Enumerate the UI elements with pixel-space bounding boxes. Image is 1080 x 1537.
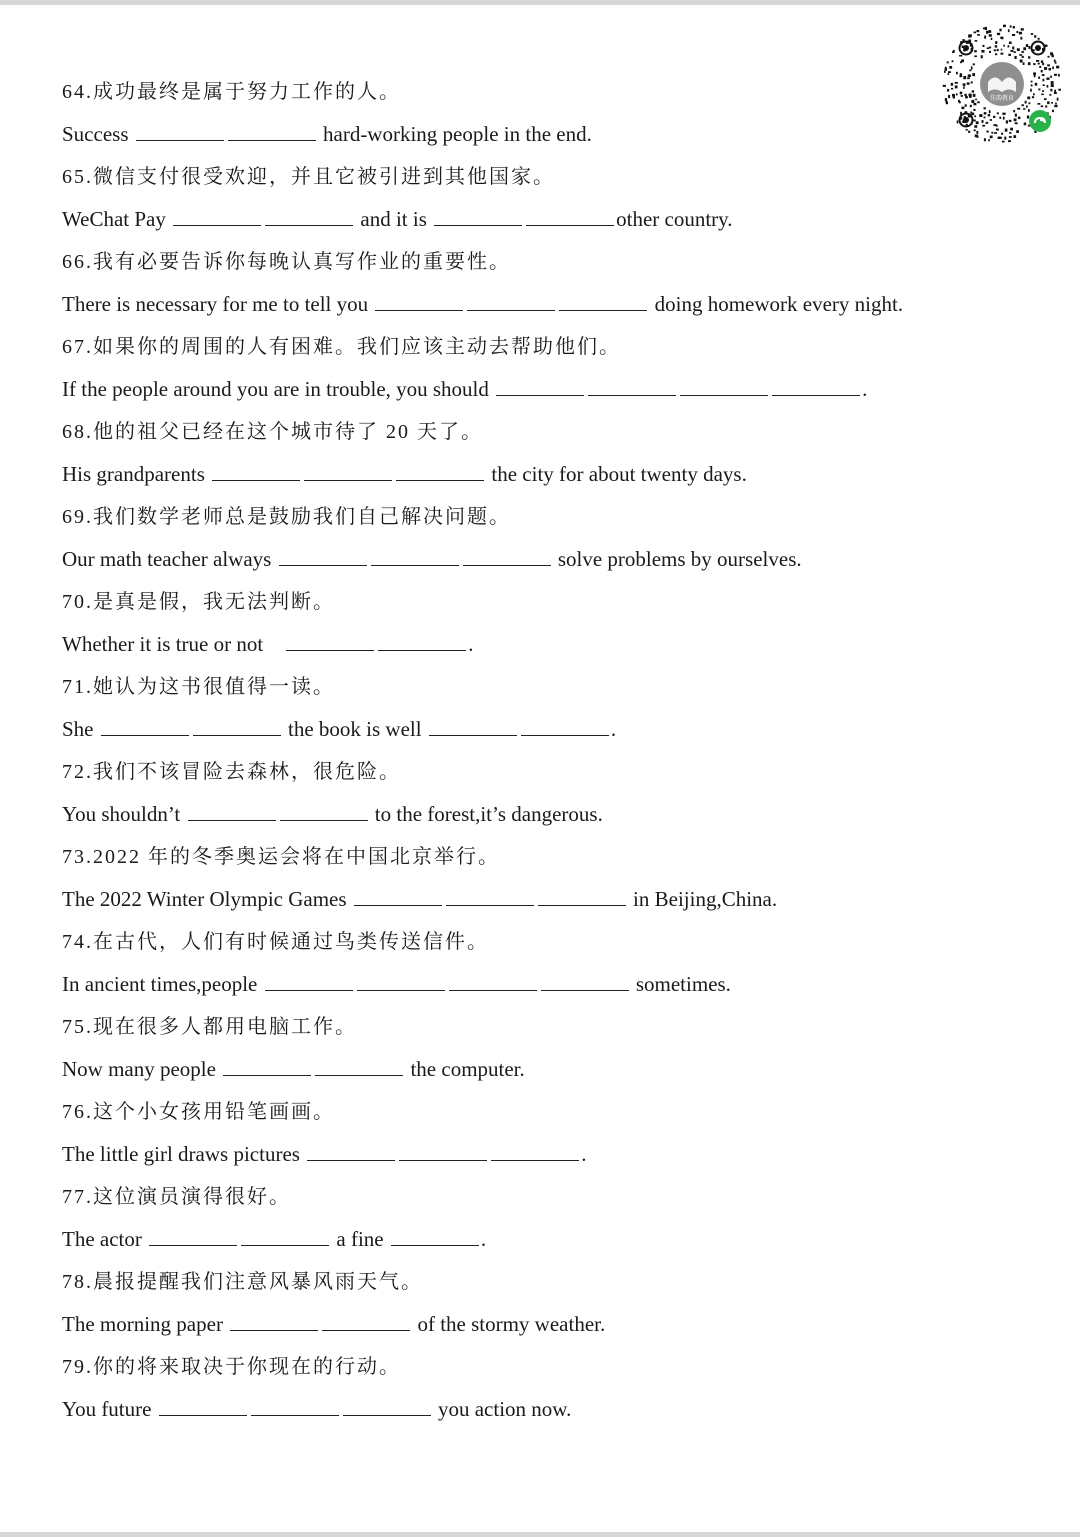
answer-blank[interactable] bbox=[375, 290, 463, 311]
answer-blank[interactable] bbox=[449, 970, 537, 991]
exercise-item bbox=[62, 925, 962, 1010]
sentence-text: If the people around you are in trouble, you should bbox=[62, 377, 495, 401]
sentence-text: You shouldn’t bbox=[62, 802, 186, 826]
english-sentence bbox=[62, 1307, 962, 1350]
sentence-text: Whether it is true or not bbox=[62, 632, 285, 656]
chinese-prompt: 78.晨报提醒我们注意风暴风雨天气。 bbox=[62, 1271, 423, 1293]
exercise-item bbox=[62, 500, 962, 585]
sentence-text: . bbox=[862, 377, 868, 401]
sentence-text: the city for about twenty days. bbox=[486, 462, 747, 486]
sentence-text: . bbox=[610, 717, 617, 741]
chinese-prompt: 66.我有必要告诉你每晚认真写作业的重要性。 bbox=[62, 251, 511, 273]
sentence-text: in Beijing,China. bbox=[627, 887, 778, 911]
english-sentence bbox=[62, 627, 962, 670]
answer-blank[interactable] bbox=[429, 715, 517, 736]
answer-blank[interactable] bbox=[265, 970, 353, 991]
sentence-text: the book is well bbox=[282, 717, 427, 741]
answer-blank[interactable] bbox=[446, 885, 534, 906]
answer-blank[interactable] bbox=[265, 205, 353, 226]
english-sentence bbox=[62, 967, 962, 1010]
answer-blank[interactable] bbox=[188, 800, 276, 821]
answer-blank[interactable] bbox=[541, 970, 629, 991]
chinese-prompt: 72.我们不该冒险去森林，很危险。 bbox=[62, 761, 401, 783]
sentence-text: The 2022 Winter Olympic Games bbox=[62, 887, 352, 911]
sentence-text: Our math teacher always bbox=[62, 547, 277, 571]
answer-blank[interactable] bbox=[343, 1395, 431, 1416]
exercise-item bbox=[62, 415, 962, 500]
answer-blank[interactable] bbox=[304, 460, 392, 481]
sentence-text: In ancient times,people bbox=[62, 972, 263, 996]
answer-blank[interactable] bbox=[251, 1395, 339, 1416]
sentence-text: to the forest,it’s dangerous. bbox=[369, 802, 603, 826]
chinese-prompt: 79.你的将来取决于你现在的行动。 bbox=[62, 1356, 401, 1378]
english-sentence bbox=[62, 372, 962, 415]
answer-blank[interactable] bbox=[159, 1395, 247, 1416]
english-sentence bbox=[62, 117, 962, 160]
exercise-item bbox=[62, 840, 962, 925]
answer-blank[interactable] bbox=[101, 715, 189, 736]
answer-blank[interactable] bbox=[588, 375, 676, 396]
english-sentence bbox=[62, 1392, 962, 1435]
chinese-prompt: 76.这个小女孩用铅笔画画。 bbox=[62, 1101, 335, 1123]
sentence-text: Now many people bbox=[62, 1057, 222, 1081]
answer-blank[interactable] bbox=[378, 630, 466, 651]
answer-blank[interactable] bbox=[322, 1310, 410, 1331]
sentence-text: other country. bbox=[616, 207, 733, 231]
answer-blank[interactable] bbox=[279, 545, 367, 566]
english-sentence bbox=[62, 202, 962, 245]
sentence-text: and it is bbox=[355, 207, 433, 231]
english-sentence bbox=[62, 797, 962, 840]
sentence-text: hard-working people in the end. bbox=[317, 122, 592, 146]
sentence-text: The actor bbox=[62, 1227, 148, 1251]
answer-blank[interactable] bbox=[357, 970, 445, 991]
exercise-item bbox=[62, 1265, 962, 1350]
answer-blank[interactable] bbox=[354, 885, 442, 906]
sentence-text: His grandparents bbox=[62, 462, 211, 486]
answer-blank[interactable] bbox=[315, 1055, 403, 1076]
sentence-text: . bbox=[480, 1227, 487, 1251]
english-sentence bbox=[62, 882, 962, 925]
answer-blank[interactable] bbox=[307, 1140, 395, 1161]
answer-blank[interactable] bbox=[467, 290, 555, 311]
chinese-prompt: 74.在古代，人们有时候通过鸟类传送信件。 bbox=[62, 931, 489, 953]
answer-blank[interactable] bbox=[396, 460, 484, 481]
chinese-prompt: 75.现在很多人都用电脑工作。 bbox=[62, 1016, 357, 1038]
answer-blank[interactable] bbox=[230, 1310, 318, 1331]
sentence-text: . bbox=[468, 632, 474, 656]
exercise-item bbox=[62, 330, 962, 415]
chinese-prompt: 65.微信支付很受欢迎，并且它被引进到其他国家。 bbox=[62, 166, 555, 188]
chinese-prompt: 64.成功最终是属于努力工作的人。 bbox=[62, 81, 401, 103]
english-sentence bbox=[62, 1052, 962, 1095]
exercise-item bbox=[62, 75, 962, 160]
exercise-list bbox=[62, 75, 962, 1435]
answer-blank[interactable] bbox=[149, 1225, 237, 1246]
english-sentence bbox=[62, 712, 962, 755]
sentence-text: the computer. bbox=[405, 1057, 525, 1081]
sentence-text: WeChat Pay bbox=[62, 207, 172, 231]
answer-blank[interactable] bbox=[136, 120, 224, 141]
answer-blank[interactable] bbox=[538, 885, 626, 906]
sentence-text: solve problems by ourselves. bbox=[552, 547, 802, 571]
sentence-text: There is necessary for me to tell you bbox=[62, 292, 374, 316]
answer-blank[interactable] bbox=[228, 120, 316, 141]
answer-blank[interactable] bbox=[399, 1140, 487, 1161]
chinese-prompt: 71.她认为这书很值得一读。 bbox=[62, 676, 335, 698]
exercise-item bbox=[62, 755, 962, 840]
sentence-text: She bbox=[62, 717, 99, 741]
exercise-item bbox=[62, 1350, 962, 1435]
answer-blank[interactable] bbox=[526, 205, 614, 226]
chinese-prompt: 69.我们数学老师总是鼓励我们自己解决问题。 bbox=[62, 506, 511, 528]
english-sentence bbox=[62, 1222, 962, 1265]
sentence-text: a fine bbox=[331, 1227, 389, 1251]
sentence-text: sometimes. bbox=[630, 972, 731, 996]
english-sentence bbox=[62, 287, 962, 330]
exercise-item bbox=[62, 160, 962, 245]
sentence-text: Success bbox=[62, 122, 134, 146]
bottom-border bbox=[0, 1532, 1080, 1537]
answer-blank[interactable] bbox=[212, 460, 300, 481]
top-border bbox=[0, 0, 1080, 5]
english-sentence bbox=[62, 542, 962, 585]
sentence-text: The morning paper bbox=[62, 1312, 229, 1336]
sentence-text: The little girl draws pictures bbox=[62, 1142, 306, 1166]
exercise-item bbox=[62, 245, 962, 330]
answer-blank[interactable] bbox=[193, 715, 281, 736]
answer-blank[interactable] bbox=[434, 205, 522, 226]
answer-blank[interactable] bbox=[173, 205, 261, 226]
answer-blank[interactable] bbox=[371, 545, 459, 566]
exercise-item bbox=[62, 1095, 962, 1180]
sentence-text: . bbox=[581, 1142, 587, 1166]
chinese-prompt: 73.2022 年的冬季奥运会将在中国北京举行。 bbox=[62, 846, 500, 868]
sentence-text: of the stormy weather. bbox=[412, 1312, 606, 1336]
exercise-item bbox=[62, 585, 962, 670]
exercise-item bbox=[62, 1180, 962, 1265]
exercise-item bbox=[62, 670, 962, 755]
exercise-item bbox=[62, 1010, 962, 1095]
answer-blank[interactable] bbox=[223, 1055, 311, 1076]
english-sentence bbox=[62, 1137, 962, 1180]
chinese-prompt: 70.是真是假，我无法判断。 bbox=[62, 591, 335, 613]
sentence-text: doing homework every night. bbox=[649, 292, 904, 316]
answer-blank[interactable] bbox=[521, 715, 609, 736]
answer-blank[interactable] bbox=[286, 630, 374, 651]
chinese-prompt: 67.如果你的周围的人有困难。我们应该主动去帮助他们。 bbox=[62, 336, 621, 358]
chinese-prompt: 77.这位演员演得很好。 bbox=[62, 1186, 291, 1208]
answer-blank[interactable] bbox=[559, 290, 647, 311]
answer-blank[interactable] bbox=[680, 375, 768, 396]
answer-blank[interactable] bbox=[772, 375, 860, 396]
answer-blank[interactable] bbox=[280, 800, 368, 821]
chinese-prompt: 68.他的祖父已经在这个城市待了 20 天了。 bbox=[62, 421, 483, 443]
sentence-text: You future bbox=[62, 1397, 157, 1421]
sentence-text: you action now. bbox=[432, 1397, 572, 1421]
qr-logo-text: 佳韵教育 bbox=[989, 95, 1015, 102]
english-sentence bbox=[62, 457, 962, 500]
answer-blank[interactable] bbox=[463, 545, 551, 566]
answer-blank[interactable] bbox=[391, 1225, 479, 1246]
answer-blank[interactable] bbox=[241, 1225, 329, 1246]
answer-blank[interactable] bbox=[491, 1140, 579, 1161]
answer-blank[interactable] bbox=[496, 375, 584, 396]
